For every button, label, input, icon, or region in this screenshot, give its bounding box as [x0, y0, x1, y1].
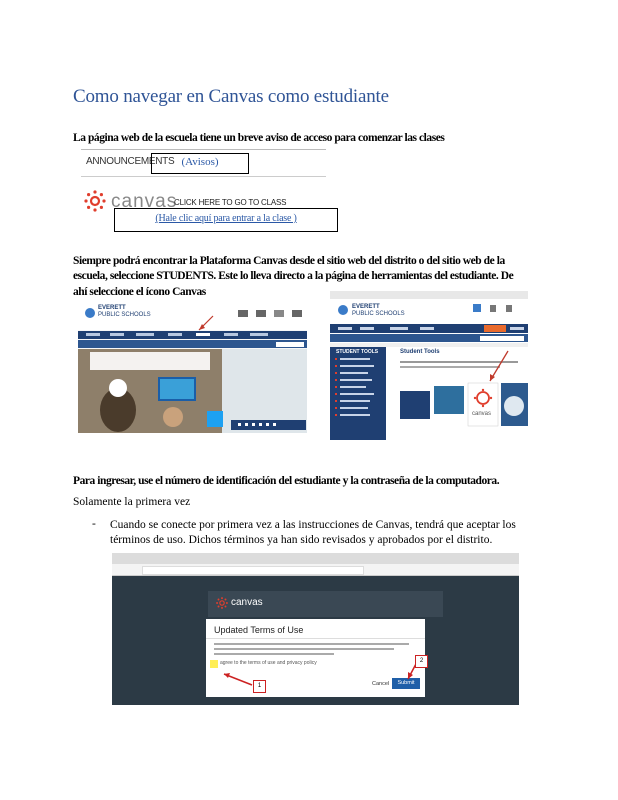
bullet-line1: Cuando se conecte por primera vez a las instrucciones de Canvas, tendrá que aceptar los — [110, 519, 516, 531]
terms-canvas-label: canvas — [231, 597, 263, 608]
right-shot-canvas-label: canvas — [472, 411, 492, 417]
callout-2: 2 — [415, 655, 428, 668]
callout-1: 1 — [253, 680, 266, 693]
right-shot-brand-bottom: PUBLIC SCHOOLS — [352, 311, 405, 317]
canvas-logo-icon — [84, 190, 106, 212]
callout-arrows — [112, 553, 519, 705]
submit-button[interactable]: Submit — [392, 678, 420, 689]
cancel-button[interactable]: Cancel — [372, 681, 390, 687]
section3-heading: Para ingresar, use el número de identificación del estudiante y la contraseña de la computadora. — [73, 475, 500, 487]
announcements-translation: (Avisos) — [181, 156, 219, 168]
district-homepage-screenshot — [78, 302, 307, 433]
bullet-line2: términos de uso. Dichos términos ya han sido revisados y aprobados por el distrito. — [110, 534, 493, 546]
left-shot-brand-bottom: PUBLIC SCHOOLS — [98, 312, 151, 318]
click-here-translation-box — [114, 208, 338, 232]
right-shot-brand-top: EVERETT — [352, 304, 380, 310]
section1-heading: La página web de la escuela tiene un breve aviso de acceso para comenzar las clases — [73, 132, 445, 144]
section2-line2: escuela, seleccione STUDENTS. Este lo lleva directo a la página de herramientas del estudiante. De — [73, 270, 514, 282]
student-tools-screenshot — [330, 291, 528, 440]
section2-line3: ahí seleccione el ícono Canvas — [73, 286, 206, 298]
first-time-label: Solamente la primera vez — [73, 496, 191, 508]
click-here-translation: (Hale clic aquí para entrar a la clase ) — [155, 213, 297, 224]
right-shot-sidebar-title: STUDENT TOOLS — [336, 349, 379, 355]
terms-dialog-title: Updated Terms of Use — [214, 625, 304, 635]
click-here-link[interactable]: CLICK HERE TO GO TO CLASS — [174, 198, 287, 207]
announcements-label: ANNOUNCEMENTS — [86, 156, 175, 167]
right-shot-content-title: Student Tools — [400, 349, 440, 355]
bullet-dash: - — [92, 518, 96, 530]
page-title: Como navegar en Canvas como estudiante — [73, 86, 389, 107]
section2-line1: Siempre podrá encontrar la Plataforma Canvas desde el sitio web del distrito o del sitio web de la — [73, 255, 505, 267]
left-shot-brand-top: EVERETT — [98, 305, 126, 311]
announcements-translation-box — [151, 153, 249, 174]
terms-of-use-screenshot — [112, 553, 519, 705]
agree-text: agree to the terms of use and privacy policy — [220, 660, 317, 666]
canvas-logo-text: canvas — [111, 191, 178, 212]
